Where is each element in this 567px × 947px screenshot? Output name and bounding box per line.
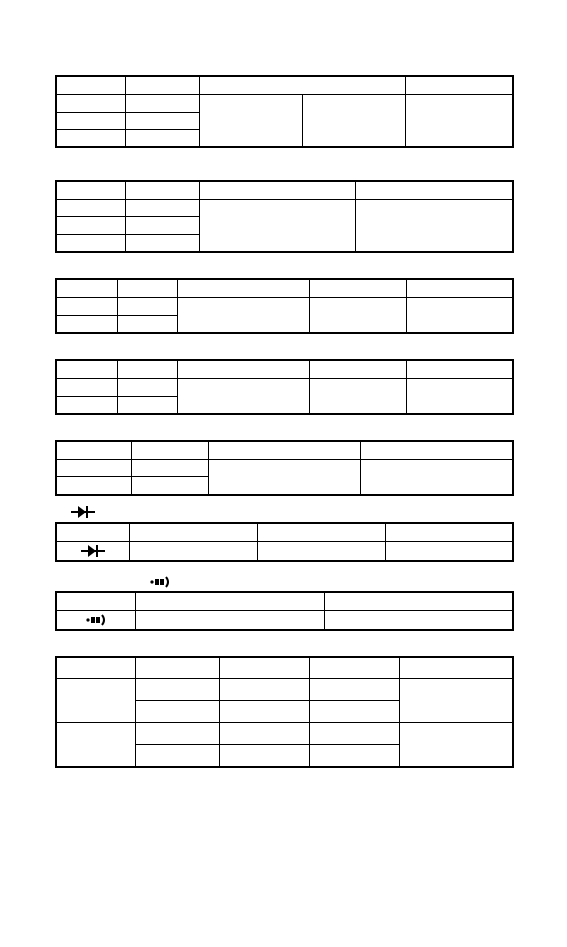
- table-cell: [131, 459, 208, 476]
- table-cell: [355, 199, 513, 252]
- table-cell: [56, 279, 117, 297]
- table-cell: [117, 279, 177, 297]
- table-cell: [117, 297, 177, 315]
- table-cell: [219, 678, 309, 700]
- table-cell: [56, 592, 135, 610]
- table-cell: [56, 657, 135, 678]
- spec-table-1: [55, 75, 514, 148]
- table-cell: [125, 216, 199, 234]
- table-cell: [56, 360, 117, 378]
- table-cell: [406, 297, 513, 333]
- table-cell: [324, 610, 513, 630]
- table-cell: [208, 459, 360, 495]
- table-cell: [177, 297, 309, 333]
- table-cell: [56, 459, 131, 476]
- table-cell: [324, 592, 513, 610]
- table-cell: [56, 297, 117, 315]
- table-cell: [177, 279, 309, 297]
- table-cell: [117, 378, 177, 396]
- table-cell: [360, 459, 513, 495]
- table-cell: [56, 199, 125, 216]
- table-cell: [56, 523, 129, 541]
- table-cell: [405, 94, 513, 147]
- table-cell: [309, 378, 406, 414]
- table-cell: [135, 592, 324, 610]
- spec-table-3: [55, 278, 514, 334]
- table-cell: [56, 129, 125, 147]
- table-cell: [56, 441, 131, 459]
- table-cell: [125, 129, 199, 147]
- table-cell: [117, 360, 177, 378]
- table-cell: [135, 678, 219, 700]
- table-cell: [406, 279, 513, 297]
- table-cell: [56, 112, 125, 129]
- table-cell: [131, 477, 208, 495]
- table-cell: [117, 315, 177, 333]
- table-cell: [355, 181, 513, 199]
- table-cell: [399, 657, 513, 678]
- table-cell: [125, 112, 199, 129]
- table-cell: [219, 657, 309, 678]
- table-cell: [199, 94, 302, 147]
- table-cell: [125, 181, 199, 199]
- continuity-table: [55, 591, 514, 631]
- table-cell: [406, 360, 513, 378]
- table-cell: [302, 94, 405, 147]
- continuity-buzzer-icon: [149, 576, 171, 588]
- table-cell: [56, 610, 135, 630]
- table-cell: [56, 723, 135, 767]
- table-cell: [309, 279, 406, 297]
- table-cell: [117, 396, 177, 414]
- table-cell: [135, 657, 219, 678]
- table-cell: [56, 541, 129, 561]
- table-cell: [135, 700, 219, 722]
- table-cell: [129, 541, 257, 561]
- diode-heading-symbol: [71, 503, 95, 517]
- table-cell: [219, 745, 309, 767]
- table-cell: [56, 477, 131, 495]
- table-cell: [309, 360, 406, 378]
- table-cell: [385, 523, 513, 541]
- table-cell: [399, 723, 513, 767]
- table-cell: [405, 76, 513, 94]
- table-cell: [125, 234, 199, 252]
- table-cell: [129, 523, 257, 541]
- table-cell: [56, 94, 125, 112]
- table-cell: [56, 234, 125, 252]
- table-cell: [56, 181, 125, 199]
- table-cell: [360, 441, 513, 459]
- diode-icon: [81, 544, 105, 558]
- spec-table-4: [55, 359, 514, 415]
- table-cell: [56, 396, 117, 414]
- table-cell: [309, 723, 399, 745]
- table-cell: [219, 700, 309, 722]
- table-cell: [199, 76, 405, 94]
- table-cell: [177, 360, 309, 378]
- table-cell: [309, 745, 399, 767]
- table-cell: [56, 378, 117, 396]
- continuity-buzzer-icon: [85, 614, 107, 626]
- table-cell: [199, 181, 355, 199]
- table-cell: [56, 315, 117, 333]
- table-cell: [257, 523, 385, 541]
- table-cell: [309, 678, 399, 700]
- table-cell: [135, 610, 324, 630]
- table-cell: [208, 441, 360, 459]
- table-cell: [56, 76, 125, 94]
- diode-icon: [71, 505, 95, 519]
- table-cell: [199, 199, 355, 252]
- table-cell: [399, 678, 513, 722]
- table-cell: [219, 723, 309, 745]
- table-cell: [135, 745, 219, 767]
- table-cell: [309, 657, 399, 678]
- table-cell: [177, 378, 309, 414]
- table-cell: [385, 541, 513, 561]
- table-cell: [309, 700, 399, 722]
- spec-table-5: [55, 440, 514, 496]
- table-cell: [125, 94, 199, 112]
- continuity-heading-symbol: [149, 573, 171, 585]
- table-cell: [125, 199, 199, 216]
- spec-table-2: [55, 180, 514, 253]
- table-cell: [257, 541, 385, 561]
- table-cell: [406, 378, 513, 414]
- table-cell: [56, 678, 135, 722]
- table-cell: [56, 216, 125, 234]
- diode-table: [55, 522, 514, 562]
- spec-table-8: [55, 656, 514, 768]
- table-cell: [309, 297, 406, 333]
- table-cell: [131, 441, 208, 459]
- table-cell: [125, 76, 199, 94]
- table-cell: [135, 723, 219, 745]
